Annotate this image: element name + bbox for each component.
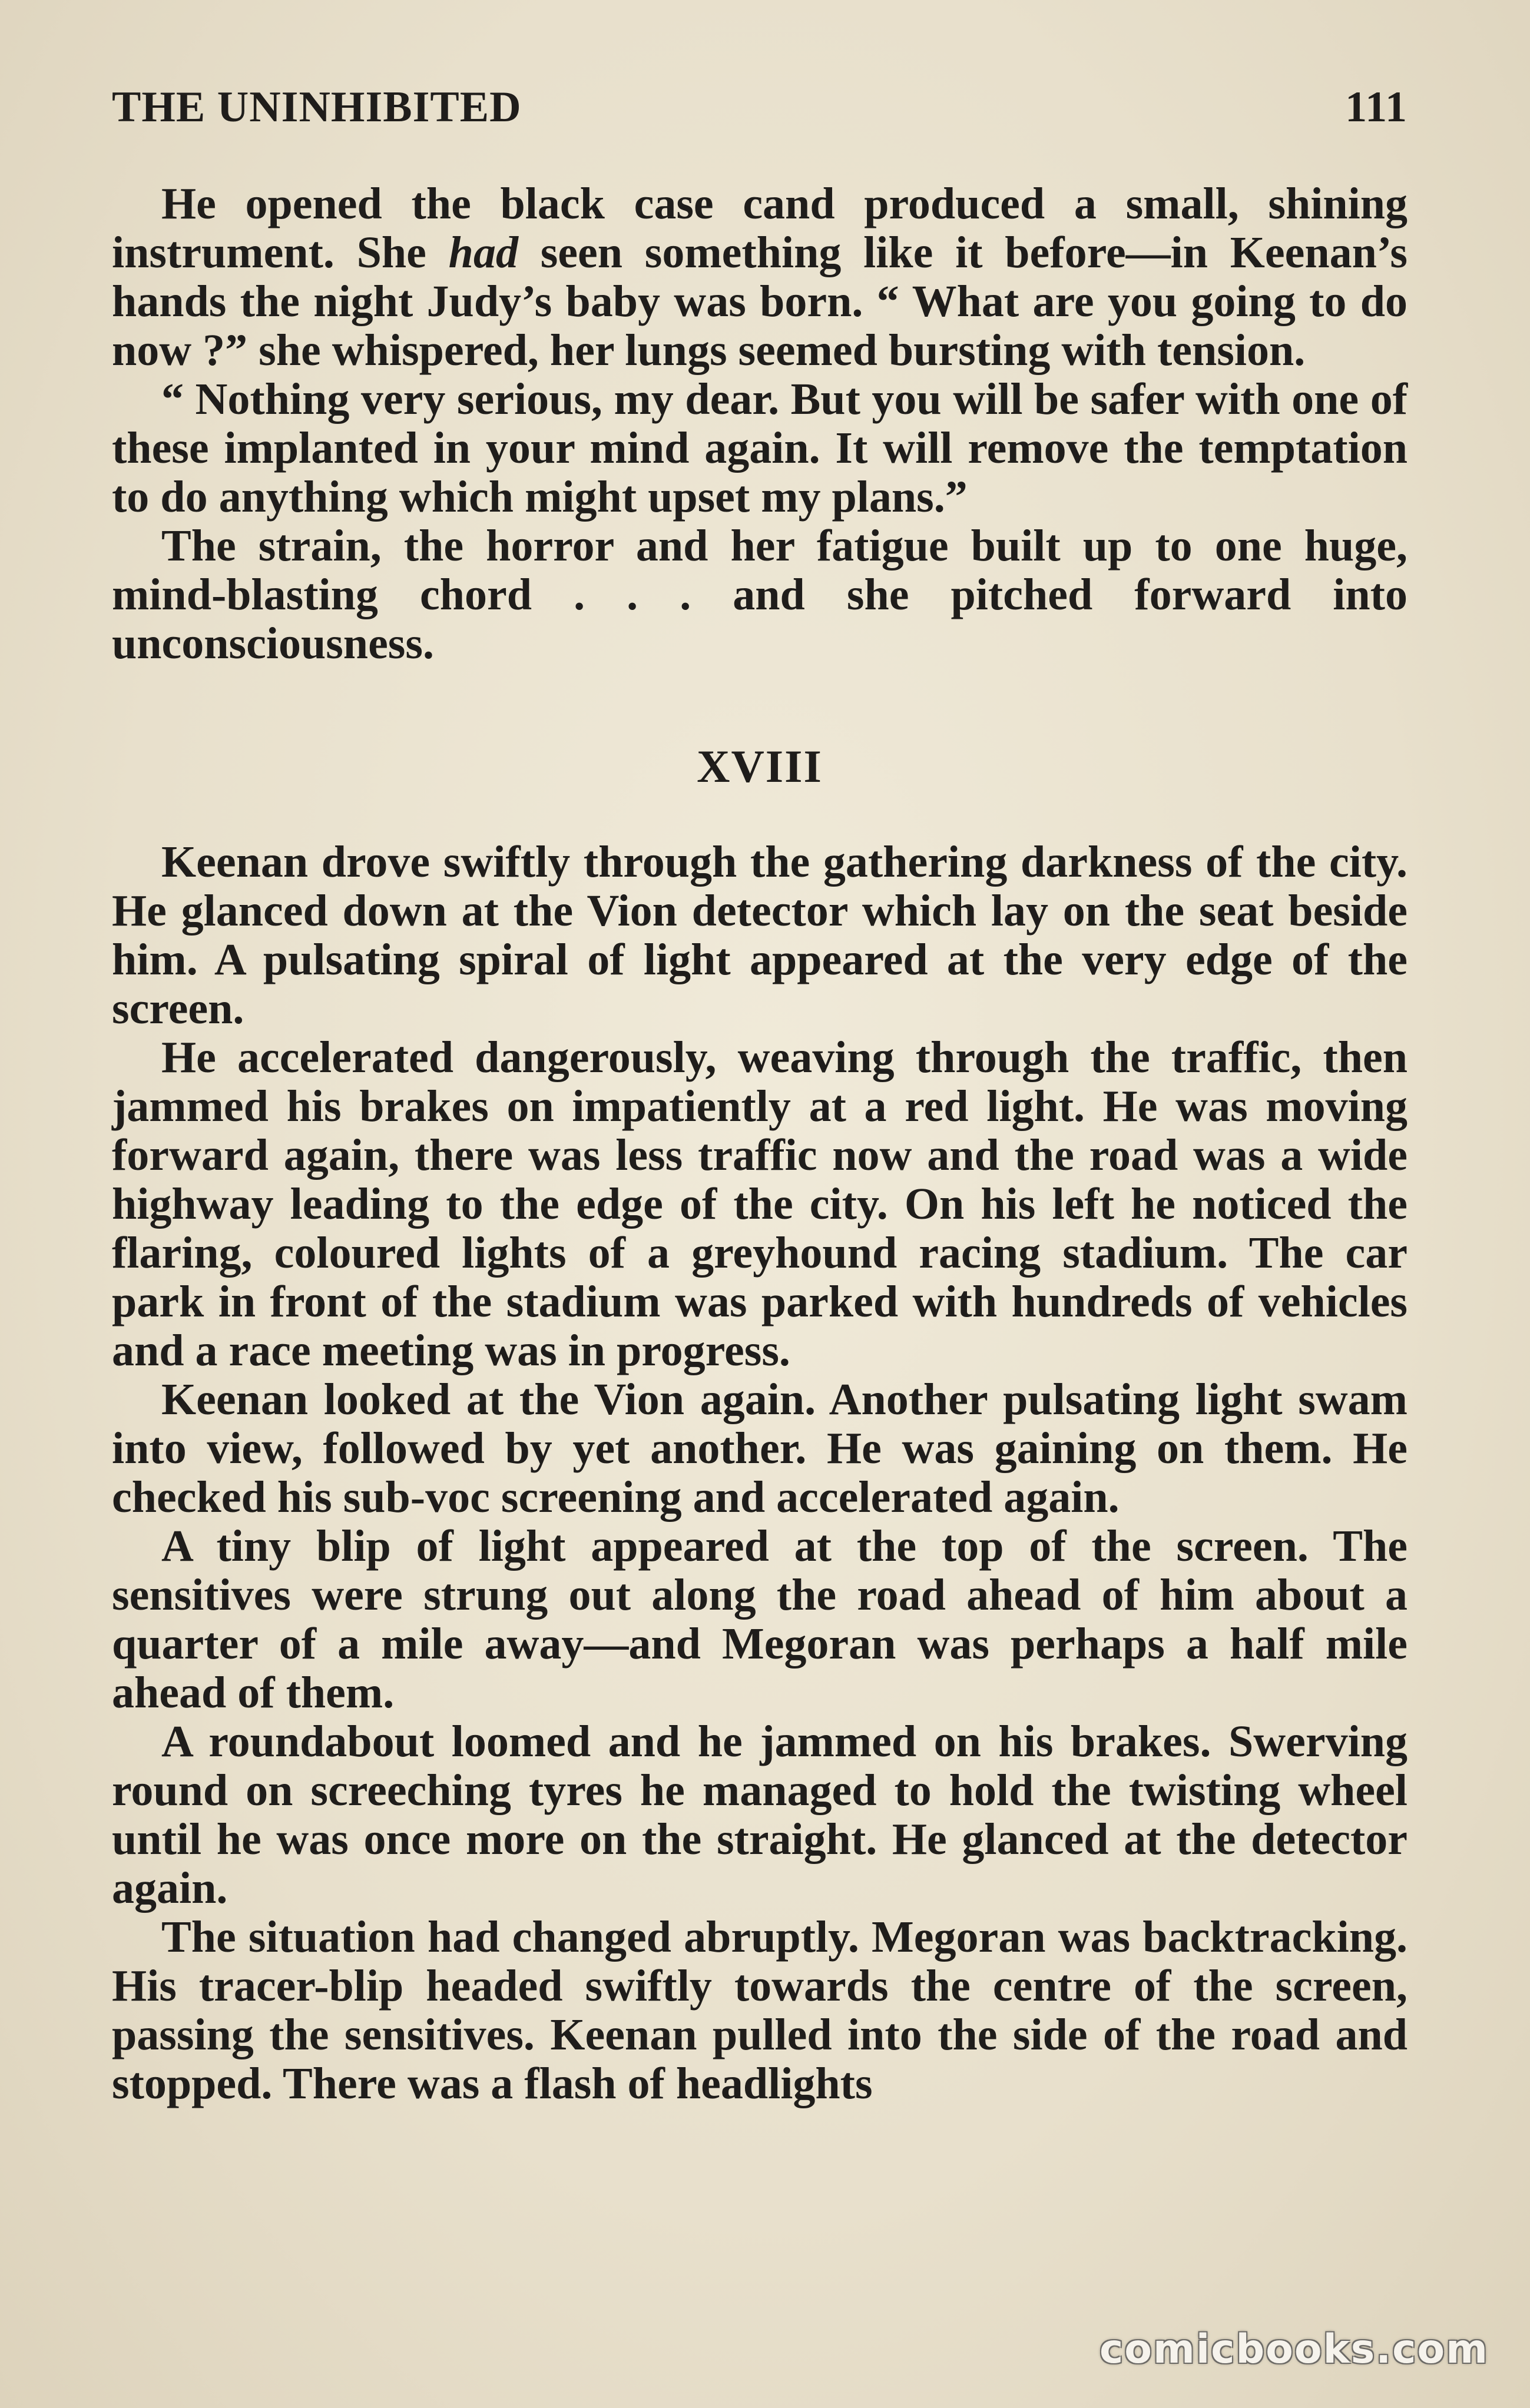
- paragraph-text: seen something like it before—in Keenan’s hands the night Judy’s baby was born. “ What are you going to do now ?” she whispered, her lungs seemed bursting with tension.: [112, 228, 1408, 375]
- paragraph: The situation had changed abruptly. Megoran was backtracking. His tracer-blip headed swiftly towards the centre of the screen, passing the sensitives. Keenan pulled into the side of the road and stopped. There was a flash of headlights: [112, 1912, 1408, 2108]
- paragraph: A tiny blip of light appeared at the top of the screen. The sensitives were strung out along the road ahead of him about a quarter of a mile away—and Megoran was perhaps a half mile ahead of them.: [112, 1521, 1408, 1717]
- paragraph-text: “ Nothing very serious, my dear. But you will be safer with one of these implanted in your mind again. It will remove the temptation to do anything which might upset my plans.”: [112, 374, 1408, 522]
- paragraph: Keenan looked at the Vion again. Another pulsating light swam into view, followed by yet another. He was gaining on them. He checked his sub-voc screening and accelerated again.: [112, 1375, 1408, 1522]
- paragraph: [112, 180, 1408, 375]
- watermark: comicbooks.com: [1099, 2326, 1489, 2373]
- paragraph: Keenan drove swiftly through the gathering darkness of the city. He glanced down at the Vion detector which lay on the seat beside him. A pulsating spiral of light appeared at the very edge of the screen.: [112, 837, 1408, 1033]
- paragraph: [112, 375, 1408, 522]
- paragraph: A roundabout loomed and he jammed on his brakes. Swerving round on screeching tyres he managed to hold the twisting wheel until he was once more on the straight. He glanced at the detector again.: [112, 1717, 1408, 1913]
- running-header: [112, 82, 1408, 147]
- paragraph-text: The strain, the horror and her fatigue built up to one huge, mind-blasting chord . . . and she pitched forward into unconsciousness.: [112, 521, 1408, 668]
- page-body: [112, 180, 1408, 2108]
- emphasis-text: had: [448, 228, 518, 277]
- page-number: 111: [1345, 83, 1408, 131]
- paragraph: [112, 522, 1408, 668]
- paragraph-text: He opened the black case cand produced a small, shining instrument. She: [112, 179, 1408, 277]
- book-title: THE UNINHIBITED: [112, 83, 522, 131]
- chapter-heading: XVIII: [697, 741, 823, 792]
- paragraph: He accelerated dangerously, weaving through the traffic, then jammed his brakes on impatiently at a red light. He was moving forward again, there was less traffic now and the road was a wide highway leading to the edge of the city. On his left he noticed the flaring, coloured lights of a greyhound racing stadium. The car park in front of the stadium was parked with hundreds of vehicles and a race meeting was in progress.: [112, 1033, 1408, 1375]
